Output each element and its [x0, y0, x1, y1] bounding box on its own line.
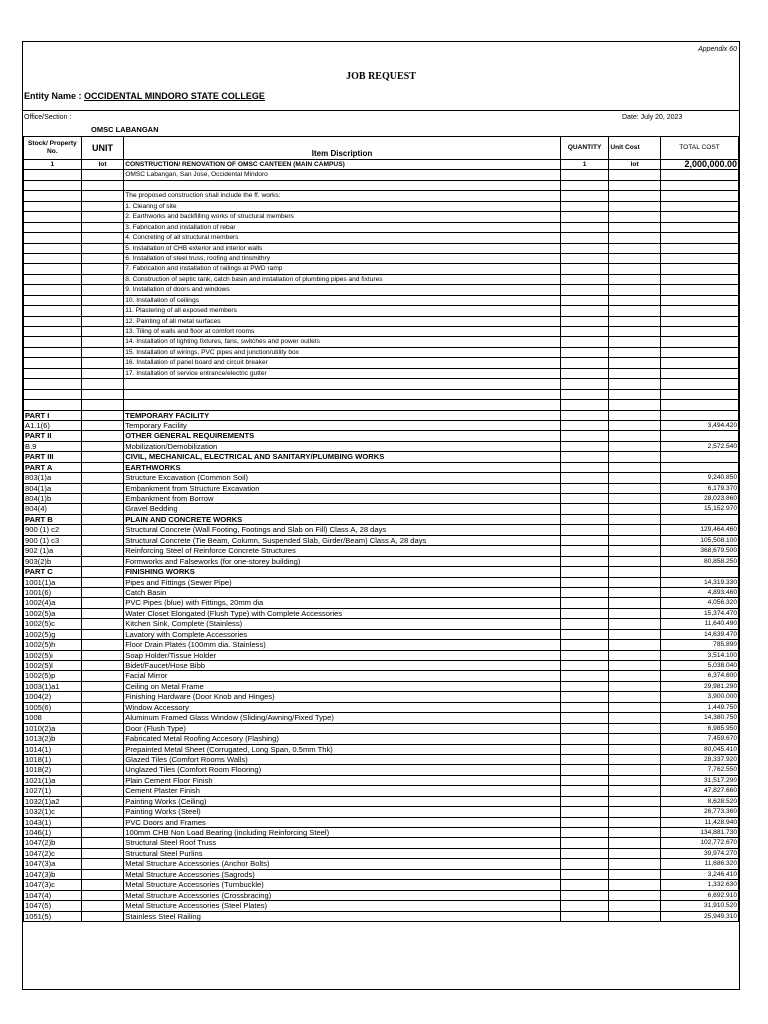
item-amount	[660, 410, 738, 420]
item-description: Gravel Bedding	[124, 504, 560, 514]
line-item-row	[24, 890, 739, 900]
header-item: Item Discription	[124, 137, 560, 160]
work-scope-item: 17. Installation of service entrance/electric gutter	[124, 368, 560, 378]
item-amount: 11,428.940	[660, 817, 738, 827]
job-request-table	[23, 136, 739, 922]
item-amount: 28,023.860	[660, 494, 738, 504]
work-scope-row	[24, 274, 739, 284]
item-description: Catch Basin	[124, 587, 560, 597]
main-item-no: 1	[24, 160, 82, 170]
entity-line	[24, 91, 265, 101]
line-item-row	[24, 838, 739, 848]
item-code: 1013(2)b	[24, 734, 82, 744]
item-code: 1047(4)	[24, 890, 82, 900]
line-item-row	[24, 848, 739, 858]
item-description: Finishing Hardware (Door Knob and Hinges)	[124, 692, 560, 702]
main-item-unit: lot	[81, 160, 124, 170]
line-item-row	[24, 901, 739, 911]
item-code: 804(1)b	[24, 494, 82, 504]
blank-row	[24, 389, 739, 399]
item-code: PART A	[24, 462, 82, 472]
work-scope-item: 2. Earthworks and backfilling works of structural members	[124, 212, 560, 222]
item-code: PART III	[24, 452, 82, 462]
work-scope-item: 8. Construction of septic tank, catch basin and installation of plumbing pipes and fixtures	[124, 274, 560, 284]
line-item-row	[24, 828, 739, 838]
item-description: Structural Concrete (Wall Footing, Footings and Slab on Fill) Class A, 28 days	[124, 525, 560, 535]
line-item-row	[24, 546, 739, 556]
item-description: Lavatory with Complete Accessories	[124, 629, 560, 639]
item-code: 1047(3)a	[24, 859, 82, 869]
item-code: 804(1)a	[24, 483, 82, 493]
item-amount: 3,494.420	[660, 420, 738, 430]
work-scope-item: 13. Tiling of walls and floor at comfort rooms	[124, 327, 560, 337]
item-description: Painting Works (Ceiling)	[124, 796, 560, 806]
item-amount: 3,514.100	[660, 650, 738, 660]
line-item-row	[24, 817, 739, 827]
location-row	[24, 170, 739, 180]
item-code: A1.1(6)	[24, 420, 82, 430]
item-amount: 28,337.920	[660, 754, 738, 764]
table-header-row	[24, 137, 739, 160]
work-scope-row	[24, 243, 739, 253]
item-code: PART I	[24, 410, 82, 420]
work-scope-item: 10. Installation of ceilings	[124, 295, 560, 305]
line-item-row	[24, 535, 739, 545]
line-item-row	[24, 807, 739, 817]
item-code: B.9	[24, 441, 82, 451]
item-description: Door (Flush Type)	[124, 723, 560, 733]
section-row	[24, 462, 739, 472]
line-item-row	[24, 681, 739, 691]
item-code: 1004(2)	[24, 692, 82, 702]
line-item-row	[24, 504, 739, 514]
line-item-row	[24, 775, 739, 785]
item-description: EARTHWORKS	[124, 462, 560, 472]
item-code: 1046(1)	[24, 828, 82, 838]
item-description: Fabricated Metal Roofing Accesory (Flashing)	[124, 734, 560, 744]
item-code: 803(1)a	[24, 473, 82, 483]
item-amount	[660, 431, 738, 441]
item-description: Facial Mirror	[124, 671, 560, 681]
header-unit-cost: Unit Cost	[609, 137, 661, 160]
line-item-row	[24, 473, 739, 483]
line-item-row	[24, 587, 739, 597]
item-code: 903(2)b	[24, 556, 82, 566]
appendix-label: Appendix 60	[698, 46, 737, 53]
line-item-row	[24, 577, 739, 587]
work-scope-item: 11. Plastering of all exposed members	[124, 306, 560, 316]
work-scope-row	[24, 327, 739, 337]
request-date: Date: July 20, 2023	[622, 114, 683, 121]
line-item-row	[24, 441, 739, 451]
item-description: Floor Drain Plates (100mm dia. Stainless)	[124, 640, 560, 650]
item-amount: 1,332.630	[660, 880, 738, 890]
main-item-quantity: 1	[560, 160, 609, 170]
item-amount: 39,974.270	[660, 848, 738, 858]
item-code: 902 (1)a	[24, 546, 82, 556]
work-scope-item: 12. Painting of all metal surfaces	[124, 316, 560, 326]
line-item-row	[24, 786, 739, 796]
item-code: 1043(1)	[24, 817, 82, 827]
item-amount: 15,152.970	[660, 504, 738, 514]
item-code: 1002(5)p	[24, 671, 82, 681]
item-amount: 29,981.290	[660, 681, 738, 691]
item-amount: 3,900.000	[660, 692, 738, 702]
blank-row	[24, 400, 739, 410]
item-amount: 102,772.670	[660, 838, 738, 848]
header-unit: UNIT	[81, 137, 124, 160]
line-item-row	[24, 608, 739, 618]
item-amount: 14,639.470	[660, 629, 738, 639]
item-code: 1002(5)c	[24, 619, 82, 629]
item-amount: 7,762.550	[660, 765, 738, 775]
item-amount: 368,679.500	[660, 546, 738, 556]
office-label: Office/Section :	[24, 114, 72, 121]
item-description: Plain Cement Floor Finish	[124, 775, 560, 785]
item-code: 1047(5)	[24, 901, 82, 911]
work-scope-row	[24, 264, 739, 274]
work-scope-row	[24, 253, 739, 263]
item-code: 1003(1)a1	[24, 681, 82, 691]
work-scope-item: 1. Clearing of site	[124, 201, 560, 211]
item-description: Reinforcing Steel of Reinforce Concrete Structures	[124, 546, 560, 556]
line-item-row	[24, 494, 739, 504]
item-description: CIVIL, MECHANICAL, ELECTRICAL AND SANITARY/PLUMBING WORKS	[124, 452, 560, 462]
line-item-row	[24, 796, 739, 806]
line-item-row	[24, 483, 739, 493]
item-description: 100mm CHB Non Load Bearing (including Reinforcing Steel)	[124, 828, 560, 838]
item-code: 1002(5)i	[24, 650, 82, 660]
item-description: Metal Structure Accessories (Anchor Bolts)	[124, 859, 560, 869]
item-description: Metal Structure Accessories (Crossbracing)	[124, 890, 560, 900]
work-scope-item: 3. Fabrication and installation of rebar	[124, 222, 560, 232]
item-description: Structure Excavation (Common Soil)	[124, 473, 560, 483]
item-code: 1032(1)c	[24, 807, 82, 817]
location-text: OMSC Labangan, San Jose, Occidental Mindoro	[124, 170, 560, 180]
item-description: Embankment from Structure Excavation	[124, 483, 560, 493]
item-code: 1047(2)b	[24, 838, 82, 848]
divider	[23, 110, 739, 111]
item-amount	[660, 514, 738, 524]
item-amount: 785.890	[660, 640, 738, 650]
item-code: 804(4)	[24, 504, 82, 514]
section-row	[24, 431, 739, 441]
item-code: 1010(2)a	[24, 723, 82, 733]
item-amount: 25,949.310	[660, 911, 738, 921]
item-amount: 6,985.950	[660, 723, 738, 733]
item-description: PVC Pipes (blue) with Fittings, 20mm dia	[124, 598, 560, 608]
item-code: 1051(5)	[24, 911, 82, 921]
item-code: 1018(1)	[24, 754, 82, 764]
line-item-row	[24, 661, 739, 671]
item-description: Prepainted Metal Sheet (Corrugated, Long Span, 0.5mm Thk)	[124, 744, 560, 754]
item-amount: 7,459.670	[660, 734, 738, 744]
item-description: Water Closet Elongated (Flush Type) with Complete Accessories	[124, 608, 560, 618]
work-scope-row	[24, 201, 739, 211]
item-amount: 105,508.100	[660, 535, 738, 545]
item-code: 1001(6)	[24, 587, 82, 597]
item-description: Structural Steel Roof Truss	[124, 838, 560, 848]
item-description: Formworks and Falseworks (for one-storey building)	[124, 556, 560, 566]
line-item-row	[24, 744, 739, 754]
item-description: Stainless Steel Railing	[124, 911, 560, 921]
item-amount: 31,517.290	[660, 775, 738, 785]
item-code: 1001(1)a	[24, 577, 82, 587]
entity-label: Entity Name :	[24, 91, 82, 101]
item-description: PLAIN AND CONCRETE WORKS	[124, 514, 560, 524]
works-intro: The proposed construction shall include the ff. works:	[124, 191, 560, 201]
work-scope-row	[24, 212, 739, 222]
work-scope-row	[24, 306, 739, 316]
item-code: 900 (1) c2	[24, 525, 82, 535]
item-description: Kitchen Sink, Complete (Stainless)	[124, 619, 560, 629]
item-amount: 14,319.330	[660, 577, 738, 587]
work-scope-item: 6. Installation of steel truss, roofing and tinsmithry	[124, 253, 560, 263]
work-scope-row	[24, 368, 739, 378]
header-total: TOTAL COST	[660, 137, 738, 160]
item-description: Metal Structure Accessories (Turnbuckle)	[124, 880, 560, 890]
line-item-row	[24, 702, 739, 712]
item-code: 1014(1)	[24, 744, 82, 754]
work-scope-item: 5. Installation of CHB exterior and interior walls	[124, 243, 560, 253]
main-item-total: 2,000,000.00	[660, 160, 738, 170]
line-item-row	[24, 734, 739, 744]
item-description: Bidet/Faucet/Hose Bibb	[124, 661, 560, 671]
item-description: Aluminum Framed Glass Window (Sliding/Awning/Fixed Type)	[124, 713, 560, 723]
item-amount: 14,380.750	[660, 713, 738, 723]
item-code: 900 (1) c3	[24, 535, 82, 545]
line-item-row	[24, 650, 739, 660]
item-amount: 134,881.730	[660, 828, 738, 838]
header-quantity: QUANTITY	[560, 137, 609, 160]
item-description: Window Accessory	[124, 702, 560, 712]
works-intro-row	[24, 191, 739, 201]
item-code: 1002(5)g	[24, 629, 82, 639]
item-code: 1008	[24, 713, 82, 723]
item-amount: 26,773.360	[660, 807, 738, 817]
item-code: 1032(1)a2	[24, 796, 82, 806]
line-item-row	[24, 713, 739, 723]
line-item-row	[24, 640, 739, 650]
work-scope-row	[24, 233, 739, 243]
item-amount: 47,827.660	[660, 786, 738, 796]
item-amount: 9,240.850	[660, 473, 738, 483]
job-request-sheet	[22, 41, 740, 990]
line-item-row	[24, 420, 739, 430]
main-item-unit-cost: lot	[609, 160, 661, 170]
item-amount: 1,449.750	[660, 702, 738, 712]
header-stock: Stock/ Property No.	[24, 137, 82, 160]
item-code: PART C	[24, 567, 82, 577]
item-code: 1002(5)h	[24, 640, 82, 650]
item-amount: 4,893.460	[660, 587, 738, 597]
item-description: TEMPORARY FACILITY	[124, 410, 560, 420]
line-item-row	[24, 880, 739, 890]
item-code: 1047(2)c	[24, 848, 82, 858]
item-amount: 129,464.460	[660, 525, 738, 535]
item-code: PART II	[24, 431, 82, 441]
item-amount: 80,858.250	[660, 556, 738, 566]
line-item-row	[24, 869, 739, 879]
item-code: 1027(1)	[24, 786, 82, 796]
item-description: Structural Steel Purlins	[124, 848, 560, 858]
section-row	[24, 410, 739, 420]
line-item-row	[24, 692, 739, 702]
work-scope-item: 7. Fabrication and installation of railings at PWD ramp	[124, 264, 560, 274]
main-item-description: CONSTRUCTION/ RENOVATION OF OMSC CANTEEN (MAIN CAMPUS)	[124, 160, 560, 170]
item-description: Soap Holder/Tissue Holder	[124, 650, 560, 660]
page-title: JOB REQUEST	[346, 71, 416, 82]
item-code: 1047(3)c	[24, 880, 82, 890]
item-code: 1002(4)a	[24, 598, 82, 608]
item-description: Unglazed Tiles (Comfort Room Flooring)	[124, 765, 560, 775]
item-amount: 6,374.600	[660, 671, 738, 681]
item-amount	[660, 462, 738, 472]
blank-row	[24, 379, 739, 389]
work-scope-item: 15. Installation of wirings, PVC pipes and junction/utility box	[124, 347, 560, 357]
item-code: 1002(5)a	[24, 608, 82, 618]
work-scope-row	[24, 285, 739, 295]
item-amount: 80,045.410	[660, 744, 738, 754]
item-amount: 2,572.540	[660, 441, 738, 451]
main-item-row	[24, 160, 739, 170]
line-item-row	[24, 911, 739, 921]
work-scope-row	[24, 347, 739, 357]
item-description: Ceiling on Metal Frame	[124, 681, 560, 691]
item-description: Pipes and Fittings (Sewer Pipe)	[124, 577, 560, 587]
item-description: Mobilization/Demobilization	[124, 441, 560, 451]
line-item-row	[24, 525, 739, 535]
item-description: OTHER GENERAL REQUIREMENTS	[124, 431, 560, 441]
work-scope-item: 16. Installation of panel board and circuit breaker	[124, 358, 560, 368]
item-amount: 6,179.370	[660, 483, 738, 493]
item-description: Embankment from Borrow	[124, 494, 560, 504]
item-description: Glazed Tiles (Comfort Rooms Walls)	[124, 754, 560, 764]
line-item-row	[24, 723, 739, 733]
item-amount: 3,246.410	[660, 869, 738, 879]
line-item-row	[24, 629, 739, 639]
item-amount: 6,692.910	[660, 890, 738, 900]
item-amount	[660, 567, 738, 577]
item-description: Metal Structure Accessories (Steel Plates)	[124, 901, 560, 911]
item-code: 1002(5)l	[24, 661, 82, 671]
item-amount	[660, 452, 738, 462]
section-row	[24, 452, 739, 462]
work-scope-item: 4. Concreting of all structural members	[124, 233, 560, 243]
item-description: Painting Works (Steel)	[124, 807, 560, 817]
line-item-row	[24, 765, 739, 775]
line-item-row	[24, 556, 739, 566]
item-code: 1021(1)a	[24, 775, 82, 785]
work-scope-item: 9. Installation of doors and windows	[124, 285, 560, 295]
item-amount: 8,628.520	[660, 796, 738, 806]
item-amount: 5,038.040	[660, 661, 738, 671]
work-scope-row	[24, 337, 739, 347]
item-amount: 4,056.320	[660, 598, 738, 608]
entity-name: OCCIDENTAL MINDORO STATE COLLEGE	[84, 91, 265, 101]
section-row	[24, 567, 739, 577]
line-item-row	[24, 671, 739, 681]
item-description: FINISHING WORKS	[124, 567, 560, 577]
work-scope-row	[24, 222, 739, 232]
work-scope-row	[24, 358, 739, 368]
item-description: Temporary Facility	[124, 420, 560, 430]
item-amount: 31,910.520	[660, 901, 738, 911]
work-scope-row	[24, 316, 739, 326]
item-description: PVC Doors and Frames	[124, 817, 560, 827]
office-value: OMSC LABANGAN	[91, 125, 159, 134]
item-code: 1047(3)b	[24, 869, 82, 879]
item-description: Cement Plaster Finish	[124, 786, 560, 796]
work-scope-row	[24, 295, 739, 305]
line-item-row	[24, 598, 739, 608]
item-description: Structural Concrete (Tie Beam, Column, Suspended Slab, Girder/Beam) Class A, 28 days	[124, 535, 560, 545]
item-code: 1005(6)	[24, 702, 82, 712]
work-scope-item: 14. Installation of lighting fixtures, fans, switches and power outlets	[124, 337, 560, 347]
item-description: Metal Structure Accessories (Sagrods)	[124, 869, 560, 879]
section-row	[24, 514, 739, 524]
item-amount: 11,686.320	[660, 859, 738, 869]
item-amount: 11,640.490	[660, 619, 738, 629]
blank-row	[24, 180, 739, 190]
line-item-row	[24, 619, 739, 629]
item-code: PART B	[24, 514, 82, 524]
item-amount: 15,374.470	[660, 608, 738, 618]
line-item-row	[24, 859, 739, 869]
item-code: 1018(2)	[24, 765, 82, 775]
line-item-row	[24, 754, 739, 764]
